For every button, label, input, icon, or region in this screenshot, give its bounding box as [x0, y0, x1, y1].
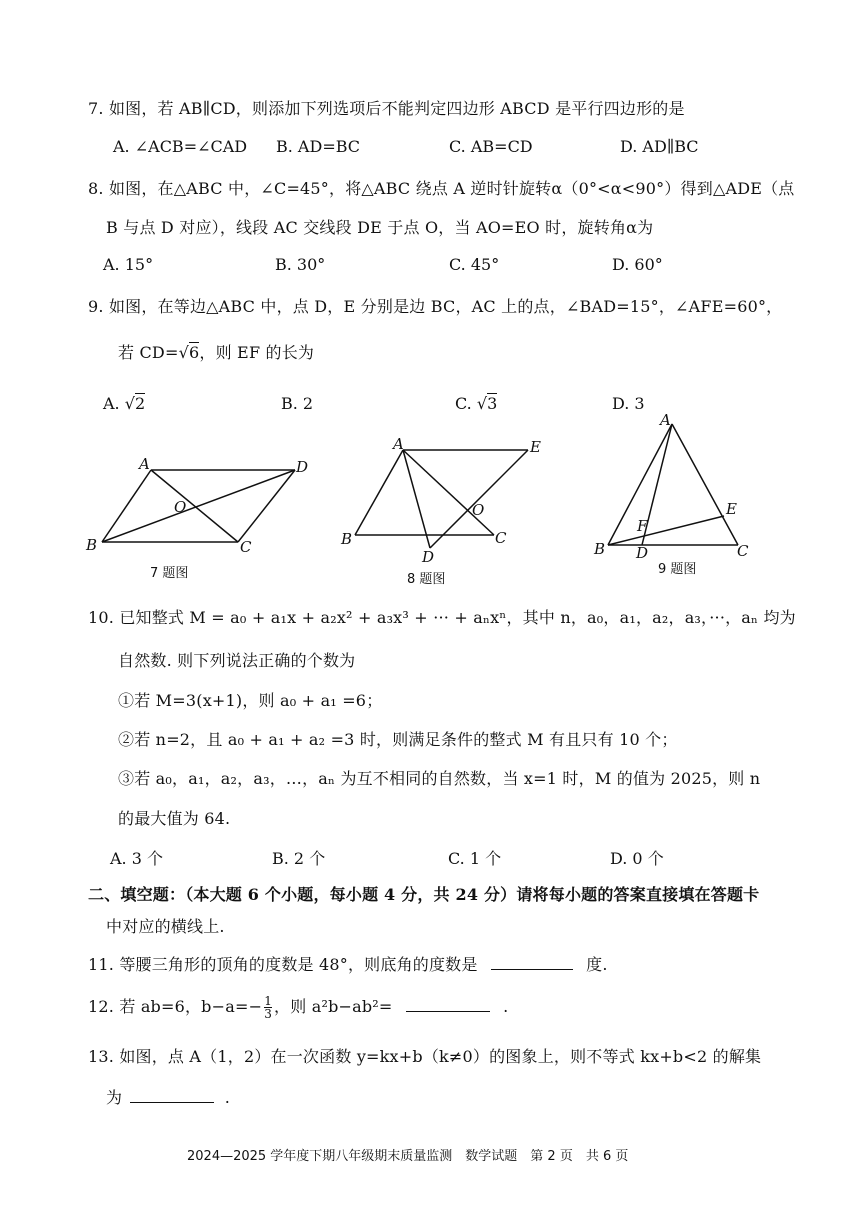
- fig9-label-a: A: [660, 411, 671, 429]
- q10-statement-1: ①若 M=3(x+1)，则 a₀ + a₁ =6；: [118, 691, 383, 710]
- q8-option-d: D. 60°: [612, 255, 663, 274]
- fig8-line-ab: [355, 450, 403, 535]
- fig7-line-ab: [102, 470, 151, 542]
- q10-option-a: A. 3 个: [110, 849, 163, 868]
- fig9-label-d: D: [636, 544, 649, 562]
- q9-line2-post: ，则 EF 的长为: [199, 343, 315, 362]
- q10-statement-3: ③若 a₀，a₁，a₂，a₃，…，aₙ 为互不相同的自然数，当 x=1 时，M 的值为 2025，则 n: [118, 769, 761, 788]
- q7-option-a: A. ∠ACB=∠CAD: [113, 137, 248, 156]
- q11-text: 11. 等腰三角形的顶角的度数是 48°，则底角的度数是: [88, 955, 478, 974]
- fig8-line-ad: [403, 450, 430, 548]
- q13-answer-blank[interactable]: [130, 1086, 214, 1103]
- q10-option-d: D. 0 个: [610, 849, 664, 868]
- fig7-label-o: O: [174, 498, 187, 516]
- section-2-heading-cont: 中对应的横线上.: [106, 917, 225, 936]
- fig8-line-ac: [403, 450, 494, 535]
- q12-answer-blank[interactable]: [406, 995, 490, 1012]
- q8-option-b: B. 30°: [275, 255, 326, 274]
- q9-line2-radicand: 6: [188, 343, 200, 362]
- q7-stem: 7. 如图，若 AB∥CD，则添加下列选项后不能判定四边形 ABCD 是平行四边形的是: [88, 99, 685, 118]
- q10-line2: 自然数. 则下列说法正确的个数为: [118, 651, 356, 670]
- fig9-label-f: F: [637, 517, 648, 535]
- q7-option-b: B. AD=BC: [276, 137, 361, 156]
- q13-line2: [106, 1085, 230, 1108]
- q10-line1: 10. 已知整式 M = a₀ + a₁x + a₂x² + a₃x³ + ··· + aₙxⁿ，其中 n，a₀，a₁，a₂，a₃，···，aₙ 均为: [88, 608, 796, 627]
- q8-option-a: A. 15°: [103, 255, 154, 274]
- fig8-line-de: [430, 450, 528, 548]
- fig8-label-o: O: [472, 501, 485, 519]
- q12-text-mid: ，则 a²b−ab²=: [274, 997, 393, 1016]
- page-footer: 2024—2025 学年度下期八年级期末质量监测 数学试题 第 2 页 共 6 页: [187, 1149, 629, 1164]
- fig7-line-ac: [151, 470, 238, 542]
- q9-line2: [118, 340, 314, 363]
- fig9-label-c: C: [737, 542, 749, 560]
- fig8-label-c: C: [495, 529, 507, 547]
- fig8-label-a: A: [393, 435, 404, 453]
- q9-option-c-label: C.: [455, 394, 472, 413]
- q13-text-end: .: [224, 1088, 231, 1107]
- q8-option-c: C. 45°: [449, 255, 500, 274]
- fig9-caption: 9 题图: [658, 562, 697, 577]
- q9-option-b: B. 2: [281, 394, 314, 413]
- fig9-label-b: B: [594, 540, 606, 558]
- fig7-label-b: B: [86, 536, 98, 554]
- fig8-caption: 8 题图: [407, 572, 446, 587]
- q12-fraction-den: 3: [264, 1007, 273, 1021]
- q9-option-d: D. 3: [612, 394, 645, 413]
- q12-fraction: [264, 995, 272, 1020]
- q9-line1: 9. 如图，在等边△ABC 中，点 D，E 分别是边 BC，AC 上的点，∠BAD=15°，∠AFE=60°，: [88, 297, 783, 316]
- fig8-label-b: B: [341, 530, 353, 548]
- q12-fraction-num: 1: [264, 994, 273, 1008]
- fig8-label-e: E: [530, 438, 541, 456]
- figure-9: [608, 424, 738, 545]
- q8-line2: B 与点 D 对应），线段 AC 交线段 DE 于点 O，当 AO=EO 时，旋转角α为: [106, 218, 654, 237]
- q9-option-a-label: A.: [103, 394, 120, 413]
- fig7-label-a: A: [139, 455, 150, 473]
- q11-answer-blank[interactable]: [491, 953, 573, 970]
- figure-7: [102, 470, 295, 542]
- q12-text-end: .: [503, 997, 509, 1016]
- sqrt-symbol: √: [476, 394, 488, 413]
- fig7-label-d: D: [296, 458, 309, 476]
- sqrt-symbol: √: [124, 394, 135, 413]
- q11: [88, 952, 608, 975]
- q10-option-b: B. 2 个: [272, 849, 326, 868]
- fig9-label-e: E: [726, 500, 737, 518]
- fig9-line-be: [608, 516, 724, 545]
- q9-option-c-radicand: 3: [487, 394, 498, 413]
- q10-statement-2: ②若 n=2，且 a₀ + a₁ + a₂ =3 时，则满足条件的整式 M 有且只有 10 个；: [118, 730, 678, 749]
- q12: [88, 994, 508, 1020]
- q10-option-c: C. 1 个: [448, 849, 502, 868]
- q11-text-end: 度.: [586, 955, 608, 974]
- sqrt-symbol: √: [178, 343, 189, 362]
- fig7-caption: 7 题图: [150, 566, 189, 581]
- fig7-label-c: C: [240, 538, 252, 556]
- q13-text: 为: [106, 1088, 123, 1107]
- q7-option-c: C. AB=CD: [449, 137, 533, 156]
- q8-line1: 8. 如图，在△ABC 中，∠C=45°，将△ABC 绕点 A 逆时针旋转α（0°<α<90°）得到△ADE（点: [88, 179, 795, 198]
- q9-option-a-radicand: 2: [134, 394, 146, 413]
- q7-option-d: D. AD∥BC: [620, 137, 699, 156]
- q13-line1: 13. 如图，点 A（1，2）在一次函数 y=kx+b（k≠0）的图象上，则不等式 kx+b<2 的解集: [88, 1047, 762, 1066]
- fig8-label-d: D: [422, 548, 435, 566]
- q10-statement-3-cont: 的最大值为 64.: [118, 809, 231, 828]
- q12-text: 12. 若 ab=6，b−a=−: [88, 997, 263, 1016]
- section-2-heading: 二、填空题：（本大题 6 个小题，每小题 4 分，共 24 分）请将每小题的答案直接填在答题卡: [88, 885, 760, 904]
- q9-line2-pre: 若 CD=: [118, 343, 179, 362]
